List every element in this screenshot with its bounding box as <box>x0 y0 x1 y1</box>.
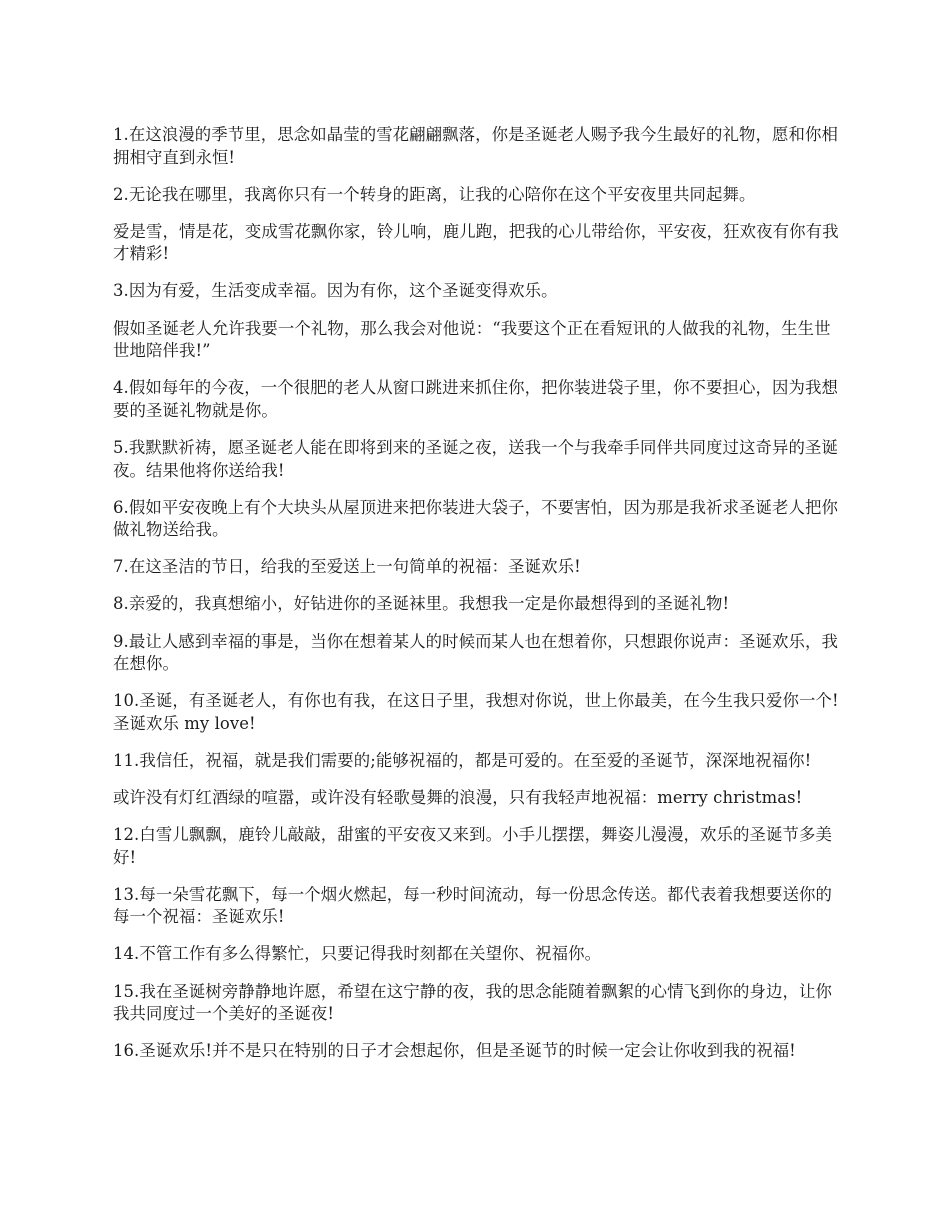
paragraph-13: 11.我信任，祝福，就是我们需要的;能够祝福的，都是可爱的。在至爱的圣诞节，深深地祝福你! <box>113 750 812 770</box>
paragraph-9: 7.在这圣洁的节日，给我的至爱送上一句简单的祝福：圣诞欢乐! <box>113 557 581 577</box>
paragraph-12: 10.圣诞，有圣诞老人，有你也有我，在这日子里，我想对你说，世上你最美，在今生我只爱你一个!圣诞欢乐 my love! <box>113 691 839 733</box>
paragraph-4: 3.因为有爱，生活变成幸福。因为有你，这个圣诞变得欢乐。 <box>113 281 558 301</box>
paragraph-16: 13.每一朵雪花飘下，每一个烟火燃起，每一秒时间流动，每一份思念传送。都代表着我想要送你的每一个祝福：圣诞欢乐! <box>113 884 832 927</box>
paragraph-19: 16.圣诞欢乐!并不是只在特别的日子才会想起你，但是圣诞节的时候一定会让你收到我的祝福! <box>113 1041 796 1061</box>
document-body <box>113 124 841 1077</box>
paragraph-1: 1.在这浪漫的季节里，思念如晶莹的雪花翩翩飘落，你是圣诞老人赐予我今生最好的礼物，愿和你相拥相守直到永恒! <box>113 125 838 167</box>
paragraph-11: 9.最让人感到幸福的事是，当你在想着某人的时候而某人也在想着你，只想跟你说声：圣诞欢乐，我在想你。 <box>113 631 838 674</box>
paragraph-17: 14.不管工作有多么得繁忙，只要记得我时刻都在关望你、祝福你。 <box>113 944 602 964</box>
paragraph-10: 8.亲爱的，我真想缩小，好钻进你的圣诞袜里。我想我一定是你最想得到的圣诞礼物! <box>113 594 730 614</box>
paragraph-14: 或许没有灯红酒绿的喧嚣，或许没有轻歌曼舞的浪漫，只有我轻声地祝福：merry christmas! <box>113 787 803 807</box>
paragraph-3: 爱是雪，情是花，变成雪花飘你家，铃儿响，鹿儿跑，把我的心儿带给你，平安夜，狂欢夜有你有我才精彩! <box>113 221 839 264</box>
paragraph-6: 4.假如每年的今夜，一个很肥的老人从窗口跳进来抓住你，把你装进袋子里，你不要担心，因为我想要的圣诞礼物就是你。 <box>113 378 838 420</box>
paragraph-5: 假如圣诞老人允许我要一个礼物，那么我会对他说：“我要这个正在看短讯的人做我的礼物，生生世世地陪伴我!” <box>113 318 831 361</box>
paragraph-15: 12.白雪儿飘飘，鹿铃儿敲敲，甜蜜的平安夜又来到。小手儿摆摆，舞姿儿漫漫，欢乐的圣诞节多美好! <box>113 825 832 867</box>
paragraph-18: 15.我在圣诞树旁静静地许愿，希望在这宁静的夜，我的思念能随着飘絮的心情飞到你的身边，让你我共同度过一个美好的圣诞夜! <box>113 981 832 1024</box>
paragraph-7: 5.我默默祈祷，愿圣诞老人能在即将到来的圣诞之夜，送我一个与我牵手同伴共同度过这奇异的圣诞夜。结果他将你送给我! <box>113 437 838 480</box>
paragraph-8: 6.假如平安夜晚上有个大块头从屋顶进来把你装进大袋子，不要害怕，因为那是我祈求圣诞老人把你做礼物送给我。 <box>113 497 838 540</box>
paragraph-2: 2.无论我在哪里，我离你只有一个转身的距离，让我的心陪你在这个平安夜里共同起舞。 <box>113 184 756 204</box>
